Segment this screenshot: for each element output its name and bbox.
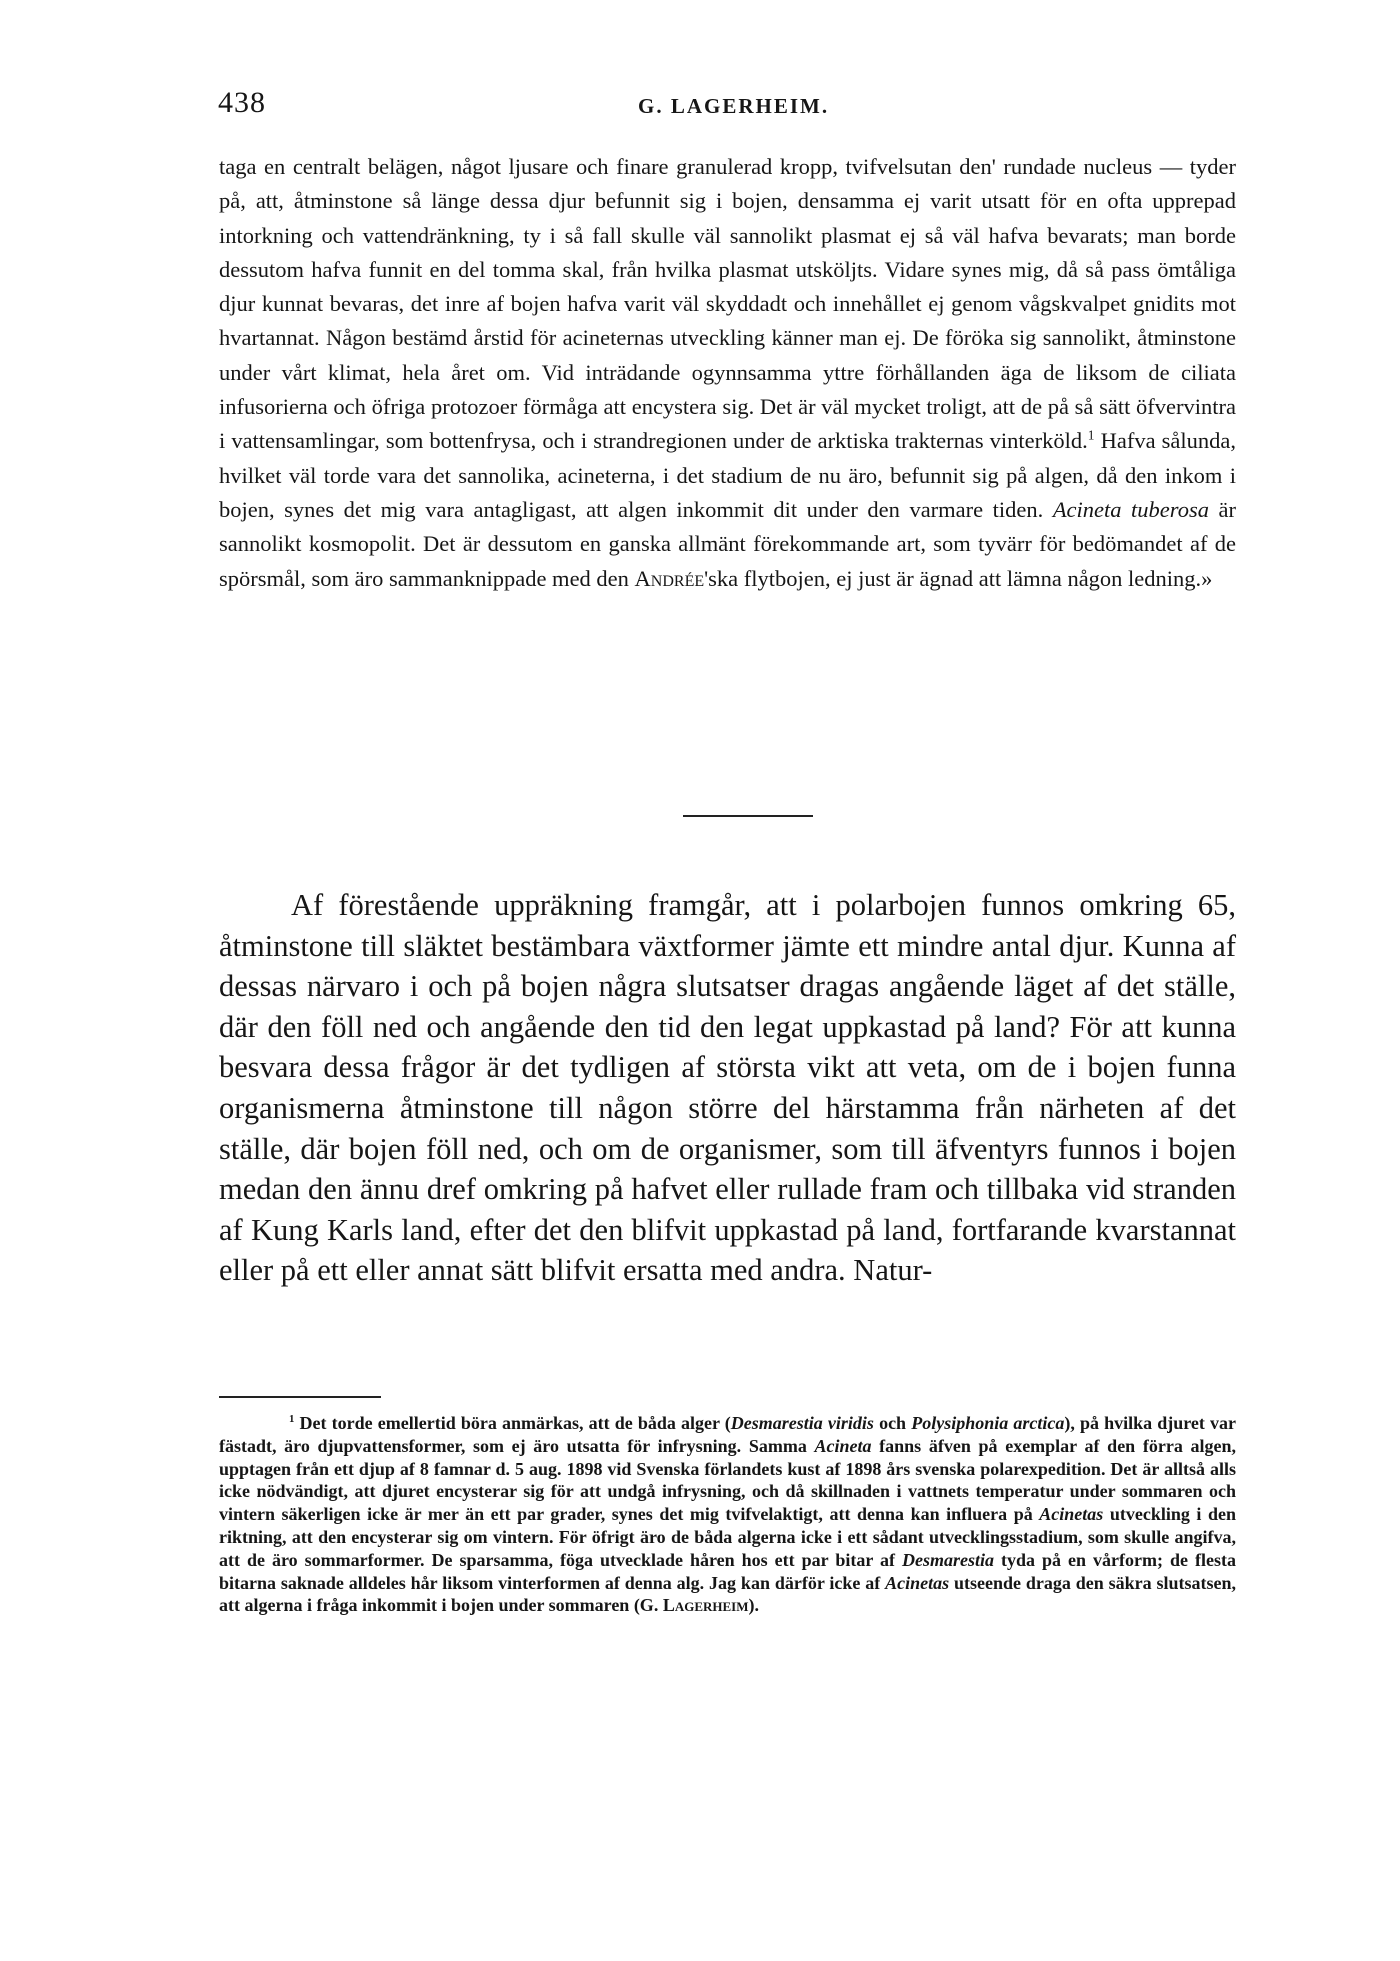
main-paragraph: Af förestående uppräkning framgår, att i polarbojen funnos omkring 65, åtminstone till släktet bestämbara växtformer jämte ett mindre antal djur. Kunna af dessas närvaro i och på bojen några slutsatser dragas angående läget af det ställe, där den föll ned och angående den tid den legat uppkastad på land? För att kunna besvara dessa frågor är det tydligen af största vikt att veta, om de i bojen funna organismerna åtminstone till någon större del härstamma från närheten af det ställe, där bojen föll ned, och om de organismer, som till äfventyrs funnos i bojen medan den ännu dref omkring på hafvet eller rullade fram och tillbaka vid stranden af Kung Karls land, efter det den blifvit uppkastad på land, fortfarande kvarstannat eller på ett eller annat sätt blifvit ersatta med andra. Natur- [219, 888, 1236, 1288]
footnote-italic-5: Desmarestia [902, 1549, 994, 1570]
footnote-italic-1: Desmarestia viridis [730, 1413, 874, 1433]
footnote-text-4: fanns äfven på exemplar af den förra algen, upptagen från ett djup af 8 famnar d. 5 aug. 1898 vid Svenska förlandets kust af 1898 års svenska polarexpedition. Det är alltså alls icke nödvändigt, att djuret encysterar sig för att undgå infrysning, och då skillnaden i vattnets temperatur under sommaren och vintern säkerligen icke är mer än ett par grader, synes det mig tvifvelaktigt, att denna kan influera på [219, 1435, 1236, 1525]
person-name: Andrée [634, 565, 705, 591]
footnote-mark: 1 [289, 1413, 295, 1425]
running-head: G. LAGERHEIM. [638, 94, 830, 118]
footnote-italic-2: Polysiphonia arctica [911, 1413, 1065, 1433]
footnote-text-5: utveckling i den riktning, att den encysterar sig om vintern. För öfrigt äro de båda algerna icke i ett sådant utvecklingsstadium, som skulle angifva, att de äro sommarformer. De sparsamma, föga utvecklade håren hos ett par bitar af [219, 1504, 1236, 1570]
footnote-italic-4: Acinetas [1039, 1504, 1104, 1525]
footnote [219, 1412, 1236, 1617]
footnote-italic-3: Acineta [814, 1435, 872, 1456]
quote-text-2: Hafva sålunda, hvilket väl torde vara det sannolika, acineterna, i det stadium de nu äro, befunnit sig på algen, då den inkom i bojen, synes det mig vara antagligast, att algen inkommit dit under den varmare tiden. [219, 428, 1236, 522]
page-number: 438 [218, 86, 266, 119]
quote-text-1: taga en centralt belägen, något ljusare och finare granulerad kropp, tvifvelsutan den' rundade nucleus — tyder på, att, åtminstone så länge dessa djur befunnit sig i bojen, densamma ej varit utsatt för en ofta upprepad intorkning och vattendränkning, ty i så fall skulle väl sannolikt plasmat ej så väl hafva bevarats; man borde dessutom hafva funnit en del tomma skal, från hvilka plasmat utsköljts. Vidare synes mig, då så pass ömtåliga djur kunnat bevaras, det inre af bojen hafva varit väl skyddadt och innehållet ej genom vågskvalpet gnidits mot hvartannat. Någon bestämd årstid för acineternas utveckling känner man ej. De föröka sig sannolikt, åtminstone under vårt klimat, hela året om. Vid inträdande ogynnsamma yttre förhållanden äga de liksom de ciliata infusorierna och öfriga protozoer förmåga att encystera sig. Det är väl mycket troligt, att de på så sätt öfvervintra i vattensamlingar, som bottenfrysa, och i strandregionen under de arktiska trakternas vinterköld. [219, 154, 1236, 454]
footnote-author: Lagerheim [662, 1595, 749, 1616]
section-separator [683, 815, 813, 817]
footnote-text-6: tyda på en vårform; de flesta bitarna saknade alldeles hår liksom vinterformen af denna alg. Jag kan därför icke af [219, 1549, 1236, 1593]
footnote-text-1: Det torde emellertid böra anmärkas, att de båda alger ( [294, 1413, 731, 1433]
footnote-rule [219, 1396, 381, 1398]
footnote-text-7: utseende draga den säkra slutsatsen, att algerna i fråga inkommit i bojen under sommaren (G. [219, 1572, 1237, 1616]
quoted-passage [219, 150, 1236, 596]
footnote-italic-6: Acinetas [885, 1572, 950, 1593]
footnote-text-3: ), på hvilka djuret var fästadt, äro djupvattensformer, som ej äro utsatta för infrysning. Samma [219, 1413, 1237, 1456]
main-text [219, 885, 1236, 1291]
quote-text-4: 'ska flytbojen, ej just är ägnad att lämna någon ledning.» [704, 565, 1213, 591]
footnote-text-8: ). [748, 1595, 759, 1616]
quoted-paragraph [219, 150, 1236, 596]
footnote-paragraph [219, 1412, 1236, 1617]
footnote-reference: 1 [1087, 427, 1095, 443]
quote-text-3: är sannolikt kosmopolit. Det är dessutom en ganska allmänt förekommande art, som tyvärr för bedömandet af de spörsmål, som äro sammanknippade med den [219, 496, 1236, 591]
page-header [218, 86, 1238, 126]
footnote-text-2: och [873, 1413, 912, 1433]
species-name: Acineta tuberosa [1052, 496, 1209, 522]
